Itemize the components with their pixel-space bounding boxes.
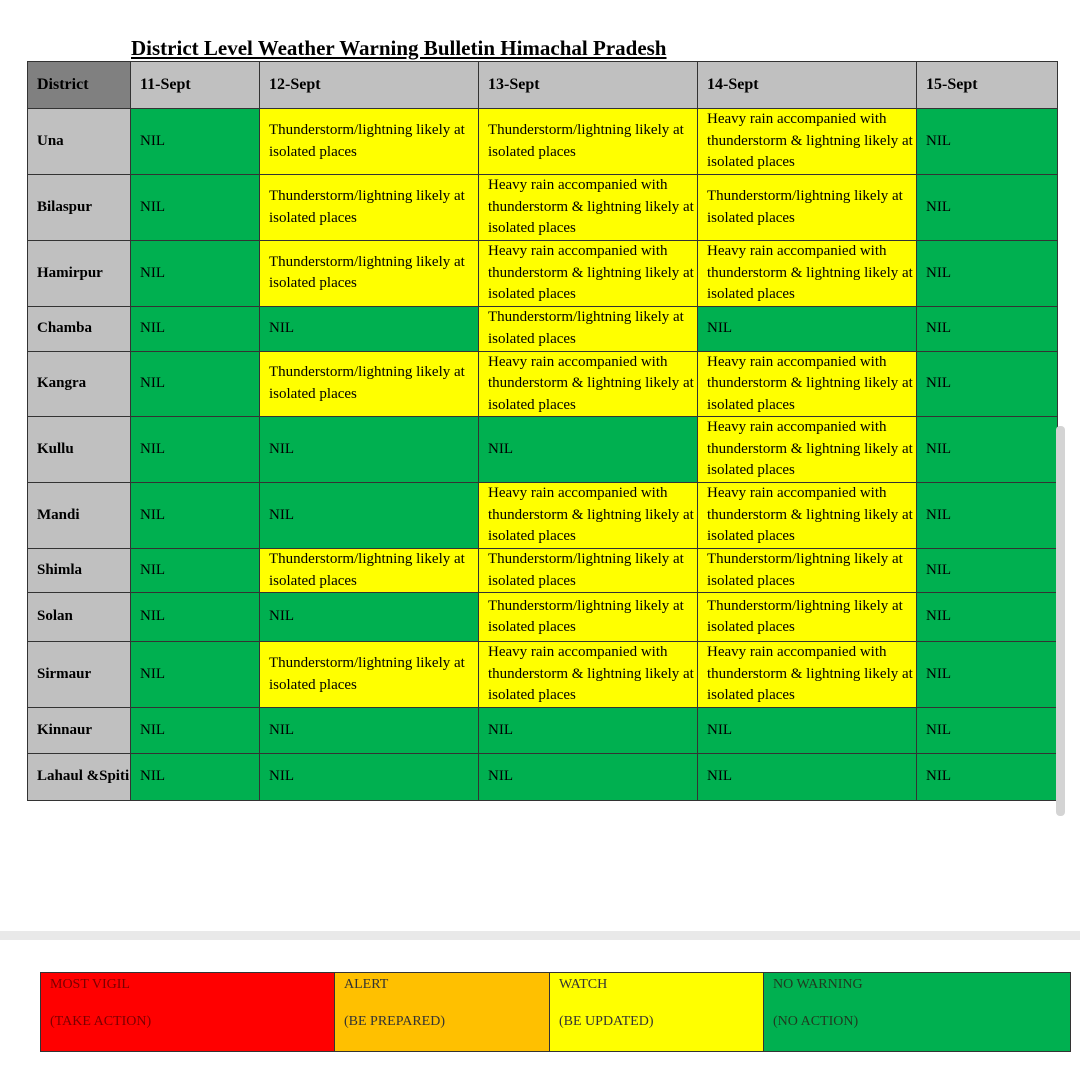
district-name: Bilaspur [28, 175, 131, 241]
warning-cell: NIL [917, 241, 1058, 307]
table-row [28, 109, 1058, 175]
header-day-3: 13-Sept [479, 62, 698, 109]
warning-cell: Heavy rain accompanied with thunderstorm & lightning likely at isolated places [479, 351, 698, 417]
warning-cell: NIL [917, 109, 1058, 175]
warning-cell: Thunderstorm/lightning likely at isolated places [260, 175, 479, 241]
warning-cell: Heavy rain accompanied with thunderstorm & lightning likely at isolated places [698, 642, 917, 708]
warning-cell: Thunderstorm/lightning likely at isolated places [479, 549, 698, 593]
header-district: District [28, 62, 131, 109]
legend-table [40, 972, 1071, 1052]
warning-cell: NIL [479, 754, 698, 801]
warning-cell: Thunderstorm/lightning likely at isolated places [260, 241, 479, 307]
table-row [28, 642, 1058, 708]
warning-cell: NIL [131, 417, 260, 483]
district-name: Mandi [28, 483, 131, 549]
header-day-4: 14-Sept [698, 62, 917, 109]
warning-cell: Thunderstorm/lightning likely at isolated places [698, 175, 917, 241]
district-name: Shimla [28, 549, 131, 593]
legend-action: (BE UPDATED) [559, 1014, 654, 1029]
district-name: Kinnaur [28, 708, 131, 754]
legend-label: WATCH [559, 977, 608, 992]
table-row [28, 549, 1058, 593]
warning-cell: Thunderstorm/lightning likely at isolated places [260, 642, 479, 708]
warning-cell: NIL [131, 109, 260, 175]
warning-cell: NIL [131, 351, 260, 417]
warning-cell: NIL [917, 417, 1058, 483]
warning-cell: Thunderstorm/lightning likely at isolated places [479, 306, 698, 351]
legend-row [41, 973, 1071, 1052]
district-name: Lahaul &Spiti [28, 754, 131, 801]
warning-cell: NIL [917, 754, 1058, 801]
warning-cell: NIL [260, 754, 479, 801]
table-row [28, 175, 1058, 241]
warning-cell: Heavy rain accompanied with thunderstorm & lightning likely at isolated places [479, 483, 698, 549]
warning-cell: Heavy rain accompanied with thunderstorm & lightning likely at isolated places [698, 483, 917, 549]
warning-cell: NIL [131, 306, 260, 351]
page-divider [0, 931, 1080, 940]
warning-cell: NIL [917, 483, 1058, 549]
legend-action: (NO ACTION) [773, 1014, 859, 1029]
table-row [28, 241, 1058, 307]
warning-cell: NIL [917, 708, 1058, 754]
warning-cell: Heavy rain accompanied with thunderstorm & lightning likely at isolated places [479, 642, 698, 708]
table-row [28, 708, 1058, 754]
table-body [28, 109, 1058, 801]
district-name: Chamba [28, 306, 131, 351]
scrollbar[interactable] [1056, 426, 1065, 816]
warning-cell: NIL [698, 754, 917, 801]
legend-no-warning [764, 973, 1071, 1052]
legend-most-vigil [41, 973, 335, 1052]
district-name: Hamirpur [28, 241, 131, 307]
warning-cell: NIL [917, 549, 1058, 593]
warning-cell: Thunderstorm/lightning likely at isolated places [479, 593, 698, 642]
table-row [28, 593, 1058, 642]
district-name: Una [28, 109, 131, 175]
warning-cell: NIL [917, 642, 1058, 708]
warning-cell: Heavy rain accompanied with thunderstorm & lightning likely at isolated places [479, 175, 698, 241]
warning-cell: NIL [131, 175, 260, 241]
header-day-2: 12-Sept [260, 62, 479, 109]
warning-cell: Heavy rain accompanied with thunderstorm & lightning likely at isolated places [479, 241, 698, 307]
legend-alert [335, 973, 550, 1052]
warning-cell: NIL [260, 306, 479, 351]
warning-cell: NIL [131, 593, 260, 642]
warning-cell: NIL [131, 549, 260, 593]
legend-action: (TAKE ACTION) [50, 1014, 152, 1029]
warning-cell: NIL [479, 708, 698, 754]
legend-action: (BE PREPARED) [344, 1014, 446, 1029]
table-row [28, 483, 1058, 549]
warning-cell: NIL [131, 483, 260, 549]
warning-cell: NIL [260, 593, 479, 642]
warning-cell: NIL [131, 241, 260, 307]
district-name: Kullu [28, 417, 131, 483]
warning-cell: Heavy rain accompanied with thunderstorm & lightning likely at isolated places [698, 417, 917, 483]
legend-label: ALERT [344, 977, 389, 992]
header-day-5: 15-Sept [917, 62, 1058, 109]
warning-cell: NIL [917, 593, 1058, 642]
warning-cell: Heavy rain accompanied with thunderstorm & lightning likely at isolated places [698, 241, 917, 307]
warning-cell: NIL [917, 351, 1058, 417]
table-row [28, 306, 1058, 351]
warning-cell: NIL [917, 175, 1058, 241]
header-row [28, 62, 1058, 109]
district-name: Kangra [28, 351, 131, 417]
warning-cell: Thunderstorm/lightning likely at isolated places [479, 109, 698, 175]
warning-cell: NIL [131, 754, 260, 801]
warning-cell: NIL [260, 483, 479, 549]
warning-cell: NIL [479, 417, 698, 483]
warning-cell: Thunderstorm/lightning likely at isolated places [260, 109, 479, 175]
warning-cell: NIL [260, 708, 479, 754]
legend-label: NO WARNING [773, 977, 863, 992]
warning-cell: NIL [698, 306, 917, 351]
table-row [28, 754, 1058, 801]
district-name: Sirmaur [28, 642, 131, 708]
warning-cell: Heavy rain accompanied with thunderstorm & lightning likely at isolated places [698, 109, 917, 175]
legend-watch [550, 973, 764, 1052]
legend-label: MOST VIGIL [50, 977, 130, 992]
warning-cell: Heavy rain accompanied with thunderstorm & lightning likely at isolated places [698, 351, 917, 417]
warning-table [27, 61, 1058, 801]
warning-cell: NIL [260, 417, 479, 483]
table-row [28, 351, 1058, 417]
warning-cell: Thunderstorm/lightning likely at isolated places [260, 549, 479, 593]
warning-cell: Thunderstorm/lightning likely at isolated places [698, 549, 917, 593]
warning-cell: Thunderstorm/lightning likely at isolated places [698, 593, 917, 642]
warning-cell: NIL [131, 708, 260, 754]
bulletin-title: District Level Weather Warning Bulletin Himachal Pradesh [131, 36, 667, 60]
table-row [28, 417, 1058, 483]
warning-cell: Thunderstorm/lightning likely at isolated places [260, 351, 479, 417]
district-name: Solan [28, 593, 131, 642]
warning-cell: NIL [917, 306, 1058, 351]
warning-cell: NIL [131, 642, 260, 708]
warning-cell: NIL [698, 708, 917, 754]
header-day-1: 11-Sept [131, 62, 260, 109]
